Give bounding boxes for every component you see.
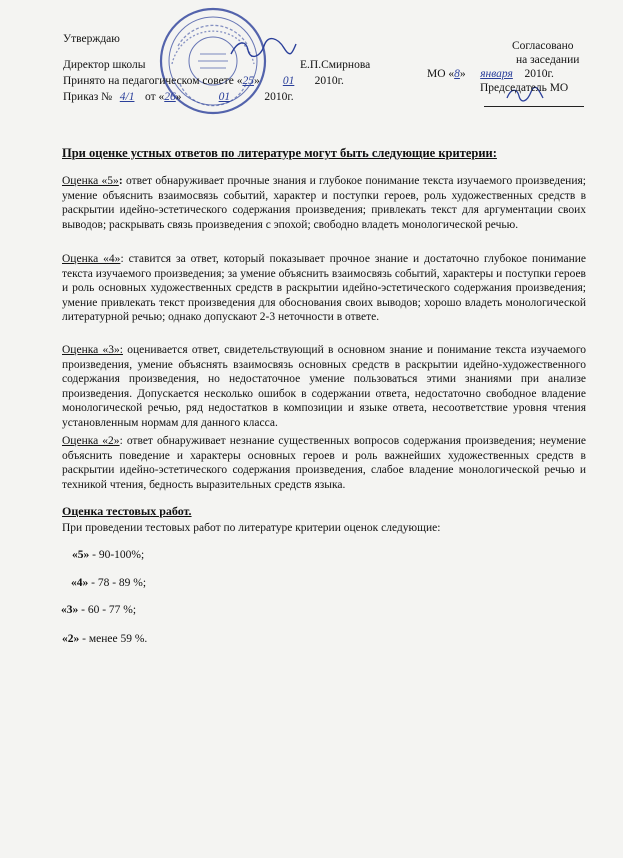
agreed-label: Согласовано	[512, 40, 574, 52]
meeting-label: на заседании	[516, 54, 580, 66]
criterion-label: Оценка «5»	[62, 175, 119, 187]
criterion-2	[62, 434, 586, 492]
accepted-month: 01	[282, 75, 295, 87]
order-day: 26	[164, 91, 176, 103]
order-month: 01	[218, 91, 231, 103]
mo-year: 2010г.	[524, 68, 554, 80]
criterion-label: Оценка «2»	[62, 435, 120, 447]
grade-item	[61, 604, 136, 616]
grade-range: - 78 - 89 %;	[88, 577, 147, 589]
accepted-line: Принято на педагогическом совете «25» 01 2010г.	[63, 75, 344, 87]
mo-month: января	[480, 68, 513, 80]
tests-heading: Оценка тестовых работ.	[62, 504, 192, 518]
grade-mark: «4»	[71, 577, 89, 589]
grade-mark: «2»	[62, 633, 80, 645]
accepted-year: 2010г.	[314, 75, 344, 87]
mo-chair-signature-line	[484, 106, 584, 107]
page-title: При оценке устных ответов по литературе могут быть следующие критерии:	[62, 146, 497, 160]
grade-range: - 90-100%;	[89, 549, 145, 561]
criterion-label: Оценка «3»:	[62, 344, 123, 356]
director-label: Директор школы	[63, 59, 146, 71]
criterion-text: оценивается ответ, свидетельствующий в основном знание и понимание текста изучаемого произведения, умение объяснять взаимосвязь основных средств в раскрытии идейно-художественного содержания произведения, но недостаточное умение пользоваться этими знаниями при анализе произведения. Допускается несколько ошибок в содержании ответа, недостаточно свободное владение монологической речью, ряд недостатков в композиции и языке ответа, несоответствие уровня чтения установленным нормам для данного класса.	[62, 344, 587, 429]
criterion-sep: :	[119, 435, 127, 447]
criterion-4	[62, 252, 586, 325]
order-line: Приказ № 4/1 от «26» 01 2010г.	[63, 91, 294, 103]
approve-label: Утверждаю	[63, 33, 120, 45]
grade-item	[62, 633, 147, 645]
criterion-5	[62, 174, 586, 232]
mo-text: МО «	[427, 68, 455, 80]
criterion-text: ставится за ответ, который показывает прочное знание и достаточно глубокое понимание текста изучаемого произведения; за умение объяснить взаимосвязь событий, характеры и поступки героев и роль основных художественных средств в раскрытии идейно-эстетического содержания произведения; умение привлекать текст произведения для обоснования своих выводов; хорошо владеть монологической литературной речью; однако допускают 2-3 неточности в ответе.	[62, 253, 586, 324]
mo-day: 8	[454, 68, 460, 80]
criterion-text: ответ обнаруживает прочные знания и глубокое понимание текста изучаемого произведения; умение объяснить взаимосвязь событий, характер и поступки героев, роль художественных средств в раскрытии идейно-эстетического содержания произведения; привлекать текст для аргументации своих выводов; раскрывать связь произведения с эпохой; свободно владеть монологической речью.	[62, 175, 586, 231]
director-signature	[228, 36, 298, 60]
order-text: Приказ №	[63, 91, 113, 103]
mo-chair-label: Председатель МО	[480, 82, 569, 94]
criterion-sep: :	[120, 253, 129, 265]
grade-mark: «5»	[72, 549, 90, 561]
grade-mark: «3»	[61, 604, 79, 616]
grade-item	[71, 577, 146, 589]
grade-range: - 60 - 77 %;	[78, 604, 137, 616]
order-number: 4/1	[119, 91, 135, 103]
director-name: Е.П.Смирнова	[300, 59, 371, 71]
grade-range: - менее 59 %.	[79, 633, 148, 645]
criterion-text: ответ обнаруживает незнание существенных вопросов содержания произведения; неумение объяснить поведение и характеры основных героев и роль важнейших художественных средств в раскрытии идейно-эстетического содержания произведения, слабое владение монологической речью и техникой чтения, бедность выразительных средств языка.	[62, 435, 586, 491]
order-from: от «	[145, 91, 165, 103]
grade-item	[72, 549, 144, 561]
mo-line: МО «8» января 2010г.	[427, 68, 554, 80]
order-year: 2010г.	[264, 91, 294, 103]
criterion-3	[62, 343, 586, 431]
accepted-day: 25	[242, 75, 254, 87]
criterion-sep: :	[118, 175, 126, 187]
tests-intro: При проведении тестовых работ по литературе критерии оценок следующие:	[62, 522, 441, 534]
accepted-text: Принято на педагогическом совете «	[63, 75, 243, 87]
criterion-label: Оценка «4»	[62, 253, 121, 265]
